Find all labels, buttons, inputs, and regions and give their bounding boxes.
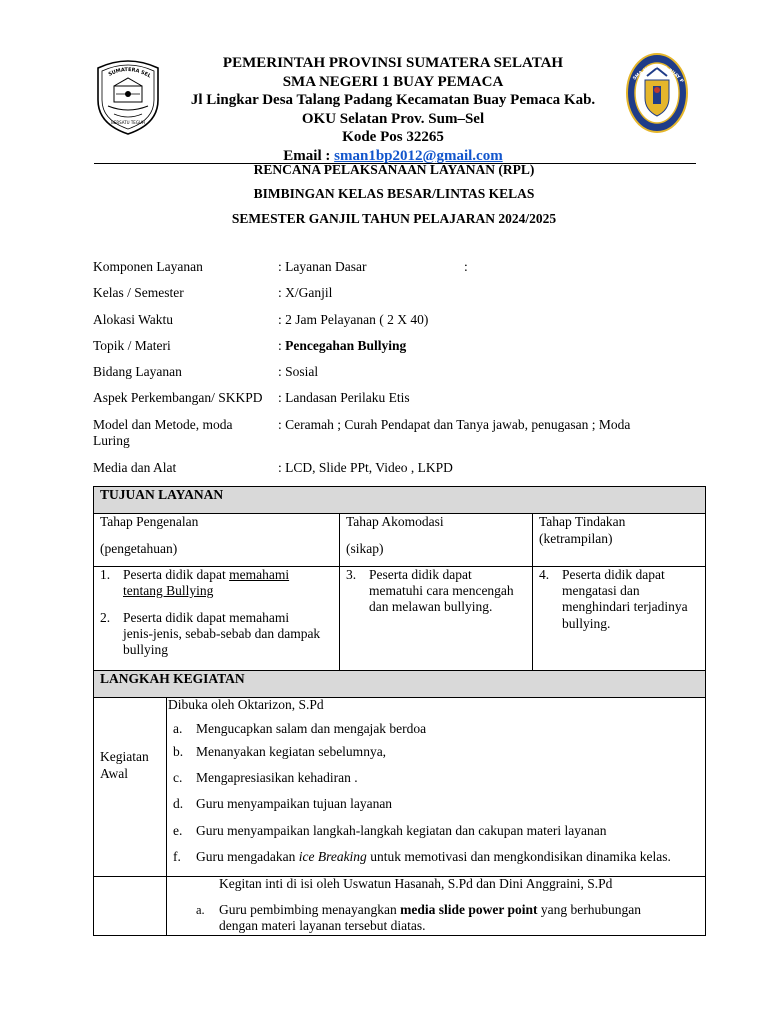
doc-subtitle: BIMBINGAN KELAS BESAR/LINTAS KELAS [253,186,535,201]
step-letter: a. [196,903,205,917]
identity-value: : Landasan Perilaku Etis [278,390,410,405]
col3-title: Tahap Tindakan [539,514,626,529]
objective-number: 2. [100,610,111,625]
identity-extra-colon: : [464,259,468,274]
identity-label: Topik / Materi [93,338,171,353]
opening-note: Dibuka oleh Oktarizon, S.Pd [168,697,324,712]
identity-label: Komponen Layanan [93,259,203,274]
letterhead-government: PEMERINTAH PROVINSI SUMATERA SELATAH [222,55,564,71]
objective-text: bullying. [562,616,611,631]
identity-value: : Ceramah ; Curah Pendapat dan Tanya jawab, penugasan ; Moda [278,417,631,432]
objective-text: Peserta didik dapat [562,567,665,582]
col1-sub: (pengetahuan) [100,541,178,556]
objective-text: Peserta didik dapat memahami [123,567,290,582]
objective-text: mengatasi dan [562,583,640,598]
step-text: Mengucapkan salam dan mengajak berdoa [196,721,427,736]
step-text: dengan materi layanan tersebut diatas. [219,918,426,933]
identity-value: : X/Ganjil [278,285,333,300]
table-rule [532,513,533,670]
doc-title: RENCANA PELAKSANAAN LAYANAN (RPL) [253,162,535,177]
objective-text: tentang Bullying [123,583,214,598]
identity-value: : 2 Jam Pelayanan ( 2 X 40) [278,312,429,327]
letterhead-school: SMA NEGERI 1 BUAY PEMACA [282,73,504,90]
emblem-caption-bottom: BERSATU TEGUH [111,120,145,125]
school-logo-caption: SMA NEGERI 1 BUAY P [632,64,684,85]
identity-label: Bidang Layanan [93,364,182,379]
step-letter: a. [173,721,183,736]
letterhead [150,54,636,165]
identity-value: : Sosial [278,364,319,379]
identity-label: Aspek Perkembangan/ SKKPD [93,390,263,405]
tujuan-header: TUJUAN LAYANAN [100,487,224,502]
identity-label: Kelas / Semester [93,285,184,300]
step-text: Menanyakan kegiatan sebelumnya, [196,744,387,759]
activity-phase-label: Awal [100,766,129,781]
step-text: Guru menyampaikan tujuan layanan [196,796,393,811]
step-letter: f. [173,849,181,864]
identity-label: Luring [93,433,130,448]
step-text: Guru mengadakan ice Breaking untuk memotivasi dan mengkondisikan dinamika kelas. [196,849,671,864]
identity-label: Alokasi Waktu [93,312,174,327]
objective-text: mematuhi cara mencengah [369,583,514,598]
step-text: Guru menyampaikan langkah-langkah kegiatan dan cakupan materi layanan [196,823,607,838]
identity-value: : Pencegahan Bullying [278,338,407,353]
letterhead-address: Jl Lingkar Desa Talang Padang Kecamatan Buay Pemaca Kab. [190,92,596,108]
core-opening-note: Kegitan inti di isi oleh Uswatun Hasanah, S.Pd dan Dini Anggraini, S.Pd [219,876,613,891]
objective-number: 3. [346,567,357,582]
step-letter: d. [173,796,184,811]
col1-title: Tahap Pengenalan [100,514,199,529]
ice-breaking-term: ice Breaking [298,849,367,864]
step-text: Mengapresiasikan kehadiran . [196,770,358,785]
topic-name: Pencegahan Bullying [285,338,407,353]
letterhead-region: OKU Selatan Prov. Sum–Sel [301,110,485,127]
objective-number: 4. [539,567,550,582]
letterhead-postcode: Kode Pos 32265 [342,129,444,145]
identity-label: Model dan Metode, moda [93,417,233,432]
col2-sub: (sikap) [346,541,384,556]
email-link[interactable]: sman1bp2012@gmail.com [334,147,503,164]
col3-sub: (ketrampilan) [539,531,613,546]
objective-text: jenis-jenis, sebab-sebab dan dampak [123,626,321,641]
langkah-header: LANGKAH KEGIATAN [100,671,245,686]
table-rule [339,513,340,670]
table-rule [166,697,167,936]
step-letter: c. [173,770,183,785]
activity-phase-label: Kegiatan [100,749,149,764]
email-label: Email : [283,147,331,164]
identity-label: Media dan Alat [93,460,177,475]
objective-text: dan melawan bullying. [369,599,493,614]
objective-text: Peserta didik dapat [369,567,472,582]
objective-number: 1. [100,567,111,582]
objective-text: bullying [123,642,169,657]
col2-title: Tahap Akomodasi [346,514,444,529]
step-letter: b. [173,744,184,759]
step-letter: e. [173,823,183,838]
media-term: media slide power point [400,902,538,917]
doc-semester: SEMESTER GANJIL TAHUN PELAJARAN 2024/2025 [231,211,557,226]
identity-value: : Layanan Dasar [278,259,367,274]
objective-text: menghindari terjadinya [562,599,688,614]
emblem-caption-top: SUMATERA SEL [107,66,152,80]
school-logo-icon [625,52,689,134]
identity-value: : LCD, Slide PPt, Video , LKPD [278,460,453,475]
step-text: Guru pembimbing menayangkan media slide power point yang berhubungan [219,902,641,917]
objective-text: Peserta didik dapat memahami [123,610,290,625]
